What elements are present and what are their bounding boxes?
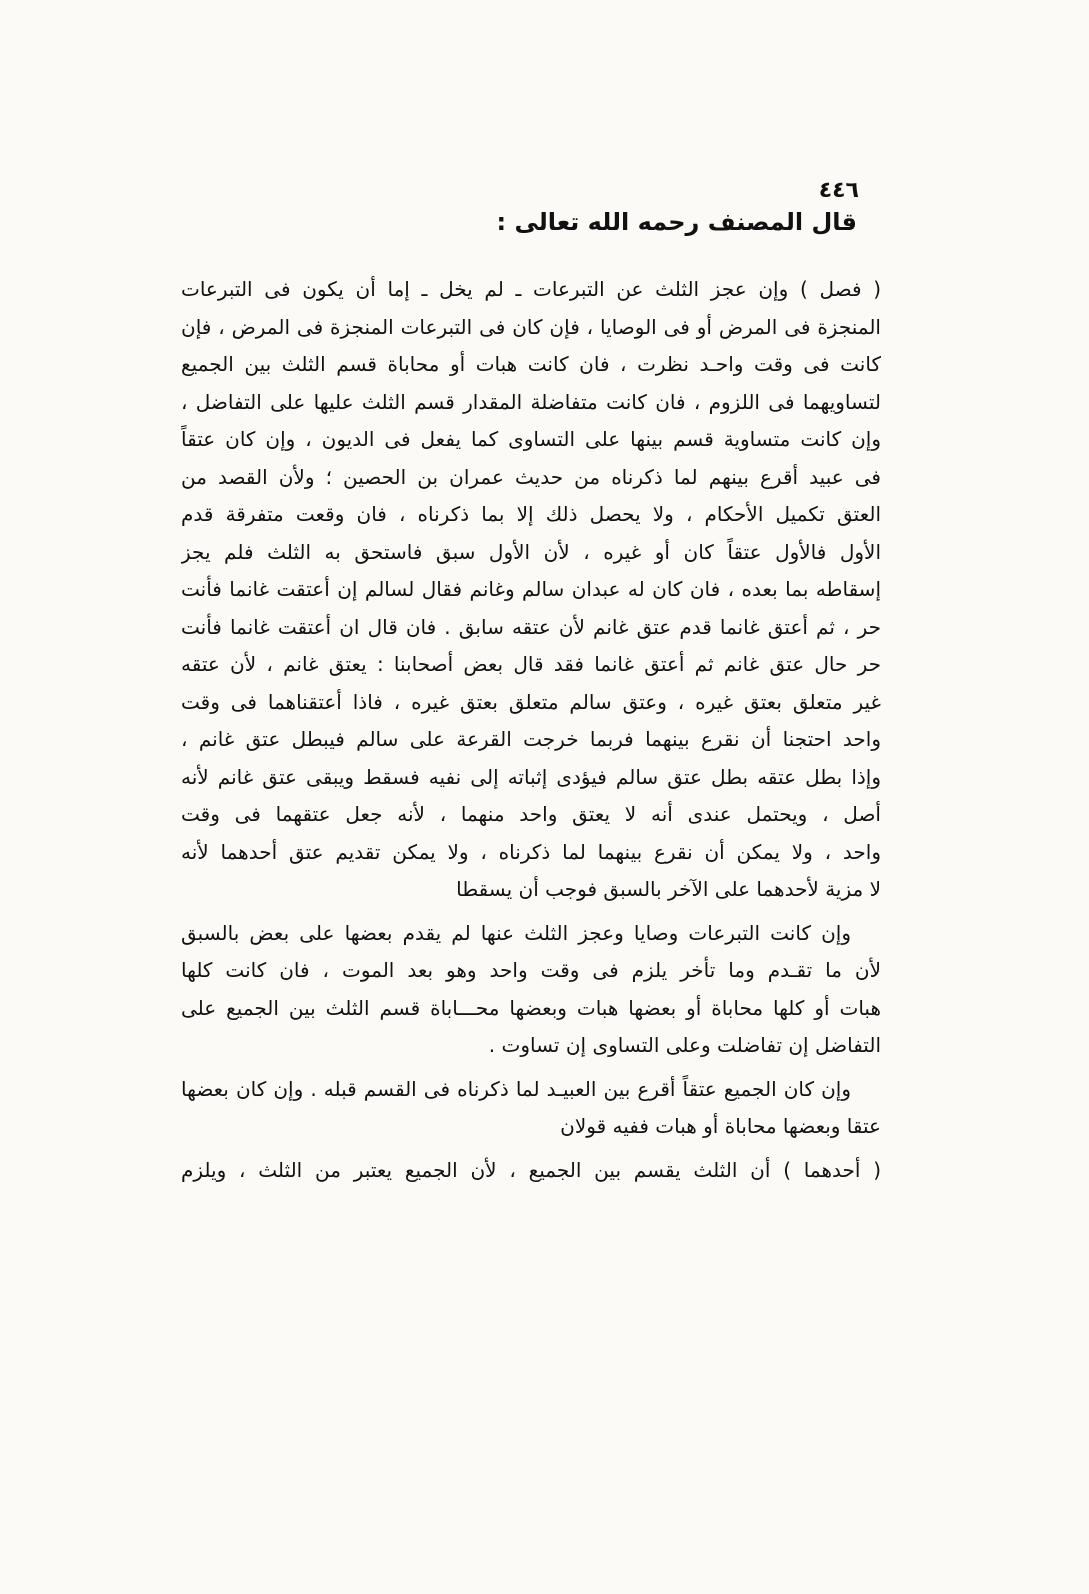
text-line: لأن ما تقـدم وما تأخر يلزم فى وقت واحد وهو بعد الموت ، فان كانت كلها <box>181 958 881 982</box>
text-line: الأول فالأول عتقاً كان أو غيره ، لأن الأول سبق فاستحق به الثلث فلم يجز <box>181 539 881 564</box>
text-line: عتقا وبعضها محاباة أو هبات ففيه قولان <box>560 1114 881 1138</box>
text-line: التفاضل إن تفاضلت وعلى التساوى إن تساوت . <box>488 1033 881 1057</box>
text-line: وإذا بطل عتقه بطل عتق سالم فيؤدى إثباته إلى نفيه فسقط ويبقى عتق غانم لأنه <box>181 764 881 789</box>
text-line: هبات أو كلها محاباة أو بعضها هبات وبعضها محـــاباة قسم الثلث بين الجميع على <box>181 995 881 1020</box>
text-line: غير متعلق بعتق غيره ، وعتق سالم متعلق بعتق غيره ، فاذا أعتقناهما فى وقت <box>181 689 881 714</box>
body-text <box>181 271 881 1189</box>
text-line: ( فصل ) وإن عجز الثلث عن التبرعات ـ لم يخل ـ إما أن يكون فى التبرعات <box>181 277 881 301</box>
text-line: وإن كانت متساوية قسم بينها على التساوى كما يفعل فى الديون ، وإن كان عتقاً <box>181 427 881 451</box>
text-line: لتساويهما فى اللزوم ، فان كانت متفاضلة المقدار قسم الثلث عليها على التفاضل ، <box>181 389 881 414</box>
text-line: كانت فى وقت واحـد نظرت ، فان كانت هبات أو محاباة قسم الثلث بين الجميع <box>181 352 881 376</box>
text-line: إسقاطه بما بعده ، فان كان له عبدان سالم وغانم فقال لسالم إن أعتقت غانما فأنت <box>181 577 881 601</box>
section-heading: قال المصنف رحمه الله تعالى : <box>496 208 857 236</box>
text-line: واحد ، ولا يمكن أن نقرع بينهما لما ذكرناه ، ولا يمكن تقديم عتق أحدهما لأنه <box>181 839 881 864</box>
text-line: المنجزة فى المرض أو فى الوصايا ، فإن كان فى التبرعات المنجزة فى المرض ، فإن <box>181 314 881 339</box>
text-line: فى عبيد أقرع بينهم لما ذكرناه من حديث عمران بن الحصين ؛ ولأن القصد من <box>181 464 881 489</box>
text-line: وإن كان الجميع عتقاً أقرع بين العبيـد لما ذكرناه فى القسم قبله . وإن كان بعضها <box>181 1076 851 1101</box>
text-line: ( أحدهما ) أن الثلث يقسم بين الجميع ، لأن الجميع يعتبر من الثلث ، ويلزم <box>181 1157 881 1182</box>
page-number: ٤٤٦ <box>818 178 859 203</box>
text-line: وإن كانت التبرعات وصايا وعجز الثلث عنها لم يقدم بعضها على بعض بالسبق <box>181 920 851 945</box>
text-line: العتق تكميل الأحكام ، ولا يحصل ذلك إلا بما ذكرناه ، فان وقعت متفرقة قدم <box>181 502 881 526</box>
text-line: حر ، ثم أعتق غانما قدم عتق غانم لأن عتقه سابق . فان قال ان أعتقت غانما فأنت <box>181 614 881 639</box>
text-line: حر حال عتق غانم ثم أعتق غانما فقد قال بعض أصحابنا : يعتق غانم ، لأن عتقه <box>181 652 881 676</box>
text-line: أصل ، ويحتمل عندى أنه لا يعتق واحد منهما ، لأنه جعل عتقهما فى وقت <box>181 802 881 826</box>
text-line: لا مزية لأحدهما على الآخر بالسبق فوجب أن يسقطا <box>456 877 881 901</box>
text-line: واحد احتجنا أن نقرع بينهما فربما خرجت القرعة على سالم فيبطل عتق غانم ، <box>181 727 881 751</box>
